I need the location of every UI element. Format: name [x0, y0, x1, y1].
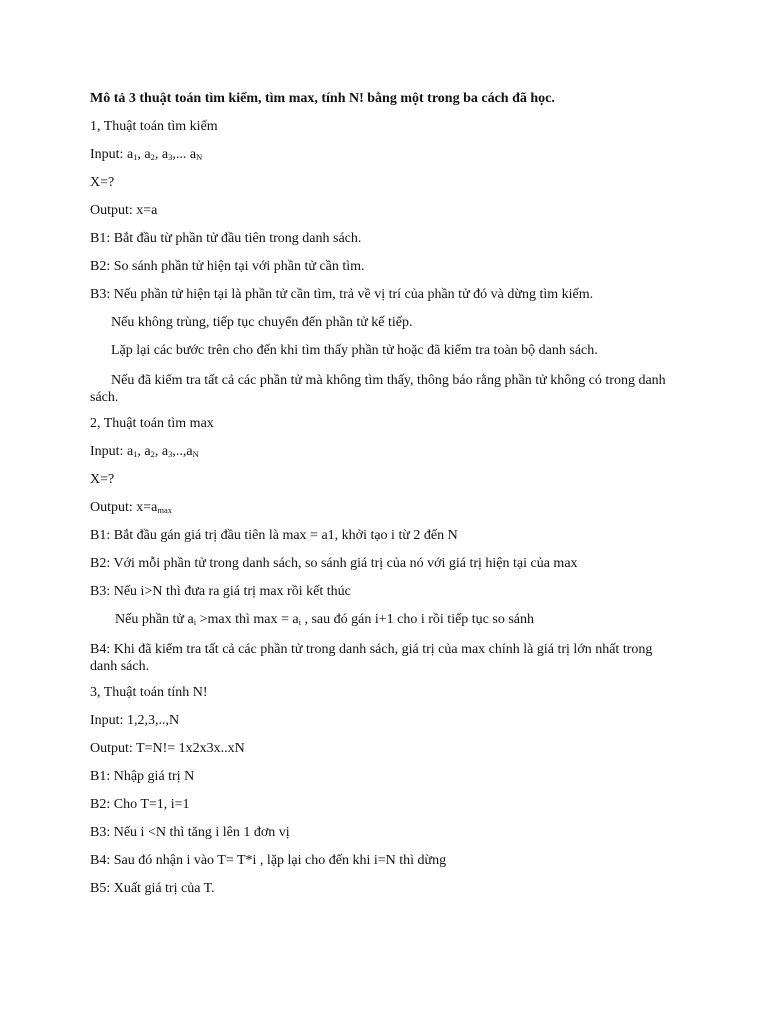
factorial-step-b4: B4: Sau đó nhận i vào T= T*i , lặp lại cho đến khi i=N thì dừng	[90, 853, 447, 868]
search-input-term-2: $a_2$	[144, 147, 155, 162]
max-input-line: Input: $a_1$, $a_2$, $a_3,..,a_N$	[90, 444, 199, 459]
factorial-step-b1: B1: Nhập giá trị N	[90, 769, 195, 784]
factorial-step-b2: B2: Cho T=1, i=1	[90, 797, 190, 812]
max-input-sequence: $a_1$, $a_2$, $a_3,..,a_N$	[126, 444, 199, 459]
max-step-b3: B3: Nếu i>N thì đưa ra giá trị max rồi kết thúc	[90, 584, 351, 599]
max-step-b2: B2: Với mỗi phần tử trong danh sách, so sánh giá trị của nó với giá trị hiện tại của max	[90, 556, 578, 571]
search-input-term-4: $a_N$	[189, 147, 203, 162]
max-input-term-2: $a_2$	[144, 444, 155, 459]
max-x-line: X=?	[90, 472, 115, 487]
search-output-line: Output: x=a	[90, 203, 158, 218]
max-step-b4: B4: Khi đã kiểm tra tất cả các phần tử trong danh sách, giá trị của max chính là giá trị lớn nhất trong danh sách.	[90, 642, 653, 674]
section-factorial-heading: 3, Thuật toán tính N!	[90, 685, 208, 700]
section-search-heading: 1, Thuật toán tìm kiếm	[90, 119, 218, 134]
factorial-output-line: Output: T=N!= 1x2x3x..xN	[90, 741, 245, 756]
factorial-step-b3: B3: Nếu i <N thì tăng i lên 1 đơn vị	[90, 825, 290, 840]
document-body	[90, 92, 680, 910]
factorial-step-b5: B5: Xuất giá trị của T.	[90, 881, 215, 896]
search-input-term-1: $a_1$	[126, 147, 138, 162]
search-step-b3-not-found: Nếu đã kiểm tra tất cả các phần tử mà không tìm thấy, thông báo rằng phần tử không có trong danh sách.	[90, 373, 666, 405]
search-step-b3-not-match: Nếu không trùng, tiếp tục chuyển đến phần tử kế tiếp.	[111, 315, 413, 330]
max-input-term-4: $a_N$	[186, 444, 199, 459]
search-input-term-3: $a_3$	[161, 147, 173, 162]
section-max-heading: 2, Thuật toán tìm max	[90, 416, 214, 431]
max-step-b1: B1: Bắt đầu gán giá trị đầu tiên là max = a1, khởi tạo i từ 2 đến N	[90, 528, 458, 543]
max-input-term-1: $a_1$	[126, 444, 138, 459]
search-input-sequence: $a_1$, $a_2$, $a_3$,... $a_N$	[126, 147, 203, 162]
search-x-line: X=?	[90, 175, 115, 190]
search-step-b2: B2: So sánh phần tử hiện tại với phần tử cần tìm.	[90, 259, 365, 274]
max-output-line: Output: $x=a_{max}$	[90, 500, 173, 515]
factorial-input-line: Input: 1,2,3,..,N	[90, 713, 180, 728]
search-input-line: Input: $a_1$, $a_2$, $a_3$,... $a_N$	[90, 147, 203, 162]
search-step-b1: B1: Bắt đầu từ phần tử đầu tiên trong danh sách.	[90, 231, 362, 246]
search-step-b3: B3: Nếu phần tử hiện tại là phần tử cần tìm, trả về vị trí của phần tử đó và dừng tìm kiếm.	[90, 287, 594, 302]
max-step-b3-compare: Nếu phần tử $a_i >\max$ thì $\max = a_i$ , sau đó gán i+1 cho i rồi tiếp tục so sánh	[115, 612, 535, 627]
max-input-term-3: $a_3$	[161, 444, 173, 459]
document-title: Mô tả 3 thuật toán tìm kiếm, tìm max, tính N! bằng một trong ba cách đã học.	[90, 91, 555, 106]
search-step-b3-repeat: Lặp lại các bước trên cho đến khi tìm thấy phần tử hoặc đã kiểm tra toàn bộ danh sách.	[111, 343, 598, 358]
